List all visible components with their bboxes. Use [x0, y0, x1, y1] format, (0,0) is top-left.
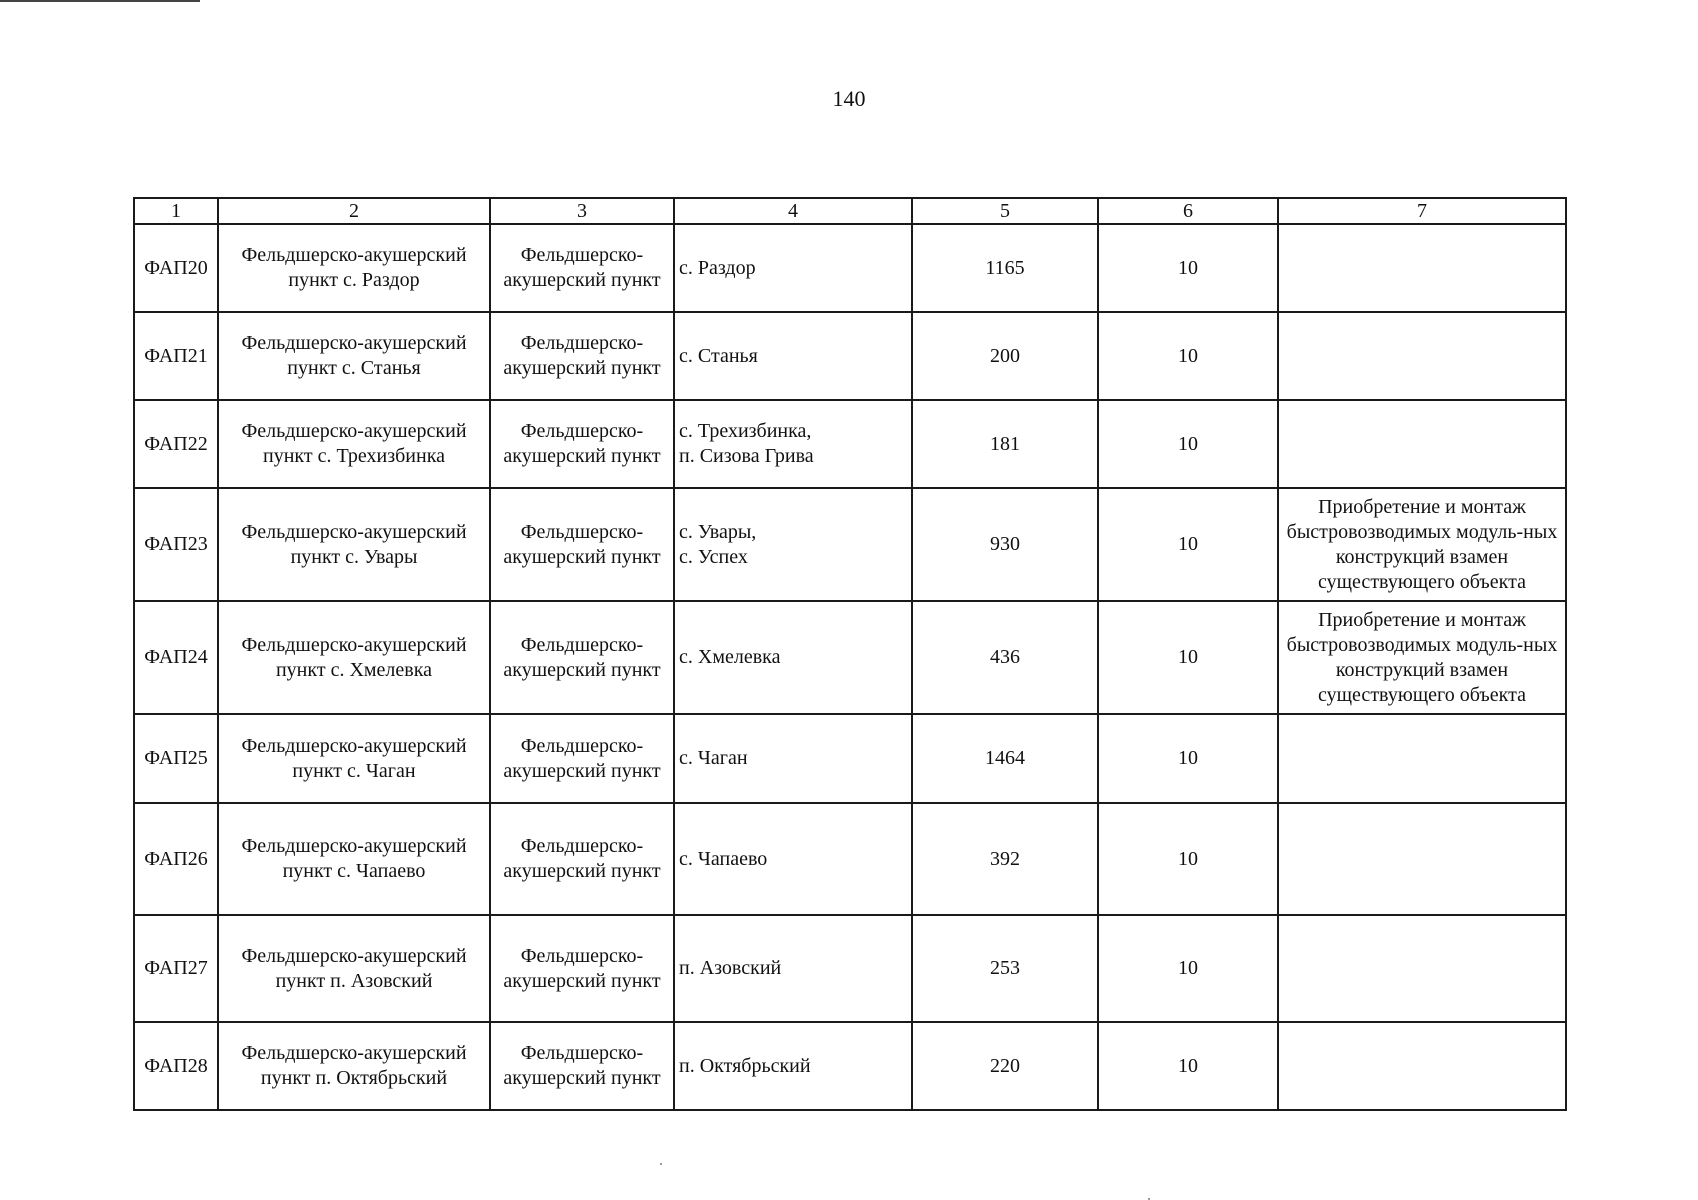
column-6-value: 10 [1098, 1022, 1278, 1110]
table-row [134, 1022, 1566, 1110]
facility-note [1278, 224, 1566, 312]
population-value: 392 [912, 803, 1098, 915]
population-value: 930 [912, 488, 1098, 601]
table-body [134, 224, 1566, 1110]
facility-type: Фельдшерско-акушерский пункт [490, 714, 674, 803]
facility-name: Фельдшерско-акушерский пункт с. Станья [218, 312, 490, 400]
facilities-table [133, 197, 1567, 1111]
column-6-value: 10 [1098, 915, 1278, 1022]
table-row [134, 312, 1566, 400]
facility-name: Фельдшерско-акушерский пункт с. Чаган [218, 714, 490, 803]
scan-speck [660, 1163, 662, 1165]
column-6-value: 10 [1098, 803, 1278, 915]
table-row [134, 803, 1566, 915]
facility-location: с. Чапаево [674, 803, 912, 915]
facility-location: п. Азовский [674, 915, 912, 1022]
facility-note [1278, 803, 1566, 915]
header-cell-3: 3 [490, 198, 674, 224]
facility-type: Фельдшерско-акушерский пункт [490, 1022, 674, 1110]
facility-name: Фельдшерско-акушерский пункт с. Раздор [218, 224, 490, 312]
header-cell-4: 4 [674, 198, 912, 224]
facility-type: Фельдшерско-акушерский пункт [490, 312, 674, 400]
facility-type: Фельдшерско-акушерский пункт [490, 488, 674, 601]
population-value: 1165 [912, 224, 1098, 312]
facility-code: ФАП21 [134, 312, 218, 400]
table-row [134, 400, 1566, 488]
facility-location: с. Трехизбинка, п. Сизова Грива [674, 400, 912, 488]
page-number: 140 [832, 86, 866, 111]
facility-name: Фельдшерско-акушерский пункт с. Чапаево [218, 803, 490, 915]
column-6-value: 10 [1098, 714, 1278, 803]
header-cell-5: 5 [912, 198, 1098, 224]
facility-type: Фельдшерско-акушерский пункт [490, 224, 674, 312]
facility-name: Фельдшерско-акушерский пункт с. Увары [218, 488, 490, 601]
scan-edge-rule [0, 0, 200, 2]
facility-location: с. Раздор [674, 224, 912, 312]
table-row [134, 714, 1566, 803]
population-value: 200 [912, 312, 1098, 400]
header-cell-1: 1 [134, 198, 218, 224]
table-row [134, 488, 1566, 601]
population-value: 1464 [912, 714, 1098, 803]
column-6-value: 10 [1098, 488, 1278, 601]
facility-code: ФАП20 [134, 224, 218, 312]
table-header [134, 198, 1566, 224]
facility-code: ФАП28 [134, 1022, 218, 1110]
facility-note [1278, 915, 1566, 1022]
table-row [134, 601, 1566, 714]
facility-location: п. Октябрьский [674, 1022, 912, 1110]
facility-note: Приобретение и монтаж быстровозводимых модуль-ных конструкций взамен существующего объекта [1278, 601, 1566, 714]
facility-name: Фельдшерско-акушерский пункт с. Трехизбинка [218, 400, 490, 488]
population-value: 253 [912, 915, 1098, 1022]
facility-code: ФАП24 [134, 601, 218, 714]
facility-location: с. Станья [674, 312, 912, 400]
facility-note: Приобретение и монтаж быстровозводимых модуль-ных конструкций взамен существующего объекта [1278, 488, 1566, 601]
facility-note [1278, 312, 1566, 400]
facility-note [1278, 1022, 1566, 1110]
facility-note [1278, 714, 1566, 803]
facility-type: Фельдшерско-акушерский пункт [490, 915, 674, 1022]
facility-type: Фельдшерско-акушерский пункт [490, 400, 674, 488]
population-value: 220 [912, 1022, 1098, 1110]
header-cell-6: 6 [1098, 198, 1278, 224]
column-6-value: 10 [1098, 224, 1278, 312]
facility-type: Фельдшерско-акушерский пункт [490, 803, 674, 915]
population-value: 181 [912, 400, 1098, 488]
facility-code: ФАП23 [134, 488, 218, 601]
facility-code: ФАП26 [134, 803, 218, 915]
facility-code: ФАП25 [134, 714, 218, 803]
table-row [134, 224, 1566, 312]
header-cell-7: 7 [1278, 198, 1566, 224]
facility-type: Фельдшерско-акушерский пункт [490, 601, 674, 714]
column-6-value: 10 [1098, 400, 1278, 488]
column-6-value: 10 [1098, 601, 1278, 714]
column-6-value: 10 [1098, 312, 1278, 400]
facility-name: Фельдшерско-акушерский пункт с. Хмелевка [218, 601, 490, 714]
header-row [134, 198, 1566, 224]
facility-code: ФАП27 [134, 915, 218, 1022]
table-row [134, 915, 1566, 1022]
header-cell-2: 2 [218, 198, 490, 224]
facility-location: с. Чаган [674, 714, 912, 803]
facility-code: ФАП22 [134, 400, 218, 488]
facility-name: Фельдшерско-акушерский пункт п. Октябрьский [218, 1022, 490, 1110]
facility-name: Фельдшерско-акушерский пункт п. Азовский [218, 915, 490, 1022]
facility-location: с. Увары, с. Успех [674, 488, 912, 601]
facility-location: с. Хмелевка [674, 601, 912, 714]
population-value: 436 [912, 601, 1098, 714]
facility-note [1278, 400, 1566, 488]
